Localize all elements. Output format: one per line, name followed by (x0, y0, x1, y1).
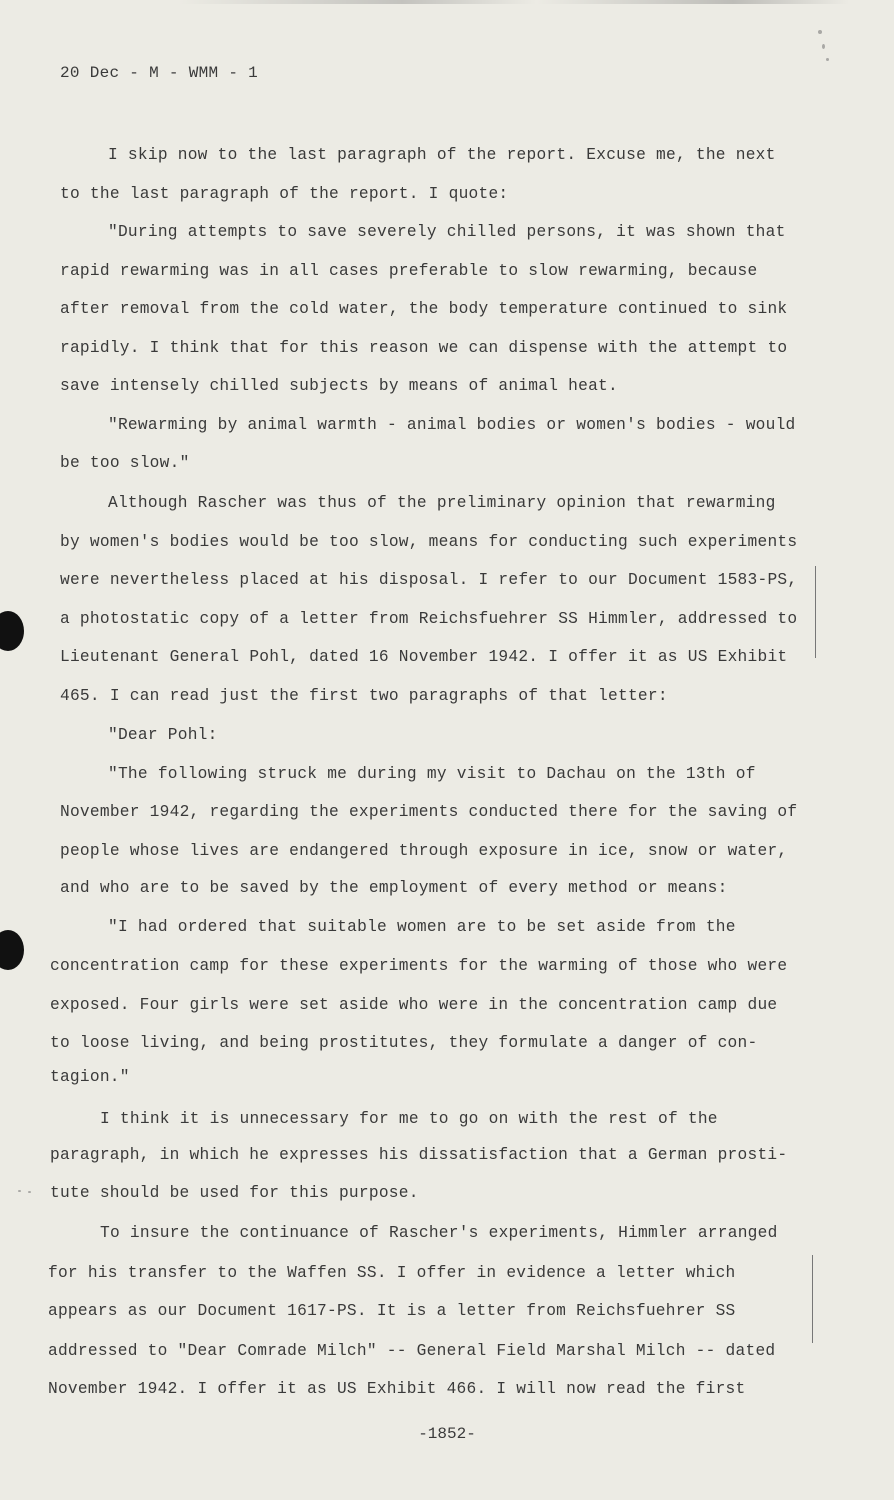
margin-line-mark (815, 566, 816, 658)
text-line: To insure the continuance of Rascher's experiments, Himmler arranged (100, 1224, 778, 1242)
punch-hole (0, 611, 24, 651)
text-line: rapid rewarming was in all cases preferable to slow rewarming, because (60, 262, 758, 280)
text-line: by women's bodies would be too slow, means for conducting such experiments (60, 533, 798, 551)
text-line: for his transfer to the Waffen SS. I offer in evidence a letter which (48, 1264, 736, 1282)
punch-hole (0, 930, 24, 970)
paper-speck (18, 1190, 21, 1192)
text-line: appears as our Document 1617-PS. It is a letter from Reichsfuehrer SS (48, 1302, 736, 1320)
text-line: I skip now to the last paragraph of the report. Excuse me, the next (108, 146, 776, 164)
text-line: be too slow." (60, 454, 190, 472)
text-line: November 1942. I offer it as US Exhibit 466. I will now read the first (48, 1380, 746, 1398)
text-line: tagion." (50, 1068, 130, 1086)
page-number: -1852- (418, 1425, 476, 1443)
text-line: and who are to be saved by the employment of every method or means: (60, 879, 728, 897)
text-line: I think it is unnecessary for me to go on with the rest of the (100, 1110, 718, 1128)
text-line: to loose living, and being prostitutes, they formulate a danger of con- (50, 1034, 758, 1052)
text-line: to the last paragraph of the report. I quote: (60, 185, 509, 203)
text-line: "Rewarming by animal warmth - animal bodies or women's bodies - would (108, 416, 796, 434)
paper-speck (28, 1191, 31, 1193)
margin-line-mark (812, 1255, 813, 1343)
paper-speck (818, 30, 822, 34)
text-line: November 1942, regarding the experiments conducted there for the saving of (60, 803, 798, 821)
text-line: a photostatic copy of a letter from Reichsfuehrer SS Himmler, addressed to (60, 610, 798, 628)
page-header: 20 Dec - M - WMM - 1 (60, 64, 259, 82)
text-line: tute should be used for this purpose. (50, 1184, 419, 1202)
text-line: paragraph, in which he expresses his dissatisfaction that a German prosti- (50, 1146, 788, 1164)
text-line: Although Rascher was thus of the preliminary opinion that rewarming (108, 494, 776, 512)
text-line: were nevertheless placed at his disposal. I refer to our Document 1583-PS, (60, 571, 798, 589)
text-line: "The following struck me during my visit to Dachau on the 13th of (108, 765, 756, 783)
paper-speck (822, 44, 825, 49)
text-line: save intensely chilled subjects by means of animal heat. (60, 377, 618, 395)
text-line: concentration camp for these experiments for the warming of those who were (50, 957, 788, 975)
text-line: "I had ordered that suitable women are to be set aside from the (108, 918, 736, 936)
text-line: 465. I can read just the first two paragraphs of that letter: (60, 687, 668, 705)
text-line: "During attempts to save severely chilled persons, it was shown that (108, 223, 786, 241)
text-line: people whose lives are endangered through exposure in ice, snow or water, (60, 842, 788, 860)
page-top-edge (0, 0, 894, 4)
text-line: after removal from the cold water, the body temperature continued to sink (60, 300, 788, 318)
text-line: Lieutenant General Pohl, dated 16 November 1942. I offer it as US Exhibit (60, 648, 788, 666)
text-line: rapidly. I think that for this reason we can dispense with the attempt to (60, 339, 788, 357)
text-line: addressed to "Dear Comrade Milch" -- General Field Marshal Milch -- dated (48, 1342, 776, 1360)
text-line: exposed. Four girls were set aside who were in the concentration camp due (50, 996, 778, 1014)
text-line: "Dear Pohl: (108, 726, 218, 744)
paper-speck (826, 58, 829, 61)
